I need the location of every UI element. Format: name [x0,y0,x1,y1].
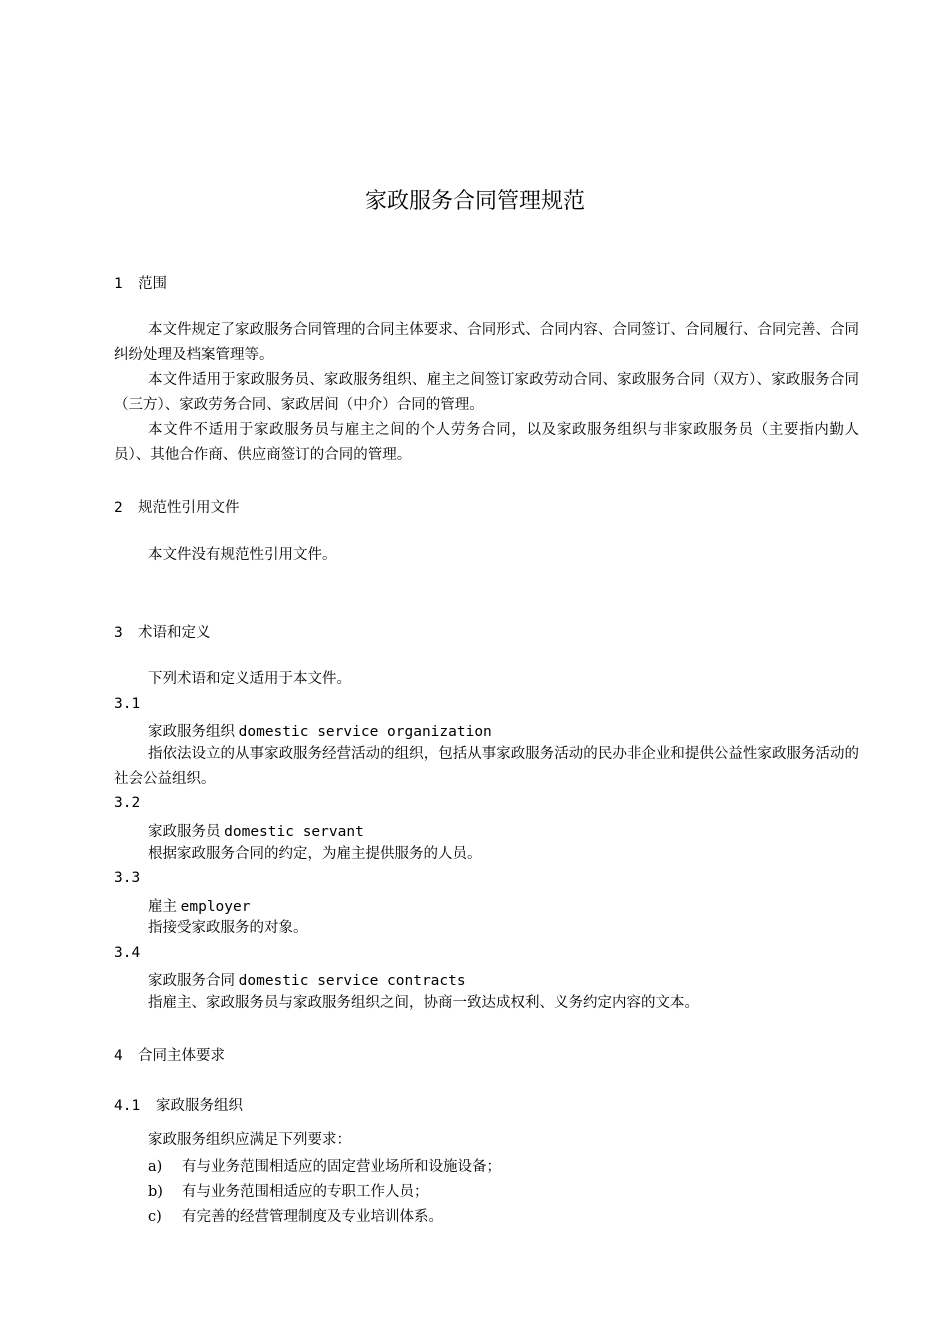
section-number: 1 [114,276,123,292]
term-entry [148,895,250,916]
list-text: 有与业务范围相适应的固定营业场所和设施设备； [182,1159,501,1175]
document-title: 家政服务合同管理规范 [364,189,585,214]
term-en: domestic service organization [238,724,492,740]
term-number: 3.2 [114,795,141,811]
subsection-number: 4.1 [114,1098,141,1114]
term-zh: 家政服务员 [148,824,221,840]
list-item [148,1155,501,1176]
paragraph: 本文件规定了家政服务合同管理的合同主体要求、合同形式、合同内容、合同签订、合同履行、合同完善、合同纠纷处理及档案管理等。 [114,322,859,363]
term-entry [148,820,364,841]
term-definition: 根据家政服务合同的约定，为雇主提供服务的人员。 [148,846,482,862]
list-item [148,1180,429,1201]
list-marker: b) [148,1184,163,1200]
section-number: 4 [114,1048,123,1064]
term-number: 3.1 [114,696,141,712]
term-en: domestic servant [224,824,364,840]
list-text: 有完善的经营管理制度及专业培训体系。 [182,1209,443,1225]
section-title: 合同主体要求 [138,1048,225,1064]
section-title: 术语和定义 [138,625,211,641]
section-4-heading [114,1044,225,1065]
subsection-4-1-heading [114,1094,243,1115]
list-marker: c) [148,1209,162,1225]
term-entry [148,969,466,990]
list-item [148,1205,443,1226]
term-en: domestic service contracts [238,973,466,989]
paragraph: 本文件没有规范性引用文件。 [148,547,337,563]
paragraph: 下列术语和定义适用于本文件。 [148,671,351,687]
term-definition: 指依法设立的从事家政服务经营活动的组织，包括从事家政服务活动的民办非企业和提供公益性家政服务活动的社会公益组织。 [114,746,859,787]
subsection-title: 家政服务组织 [156,1098,243,1114]
term-number: 3.3 [114,870,141,886]
term-zh: 雇主 [148,899,177,915]
section-2-heading [114,496,240,517]
section-number: 2 [114,500,123,516]
term-zh: 家政服务组织 [148,724,235,740]
term-definition: 指雇主、家政服务员与家政服务组织之间，协商一致达成权利、义务约定内容的文本。 [148,995,699,1011]
paragraph: 家政服务组织应满足下列要求： [148,1132,351,1148]
list-marker: a) [148,1159,163,1175]
section-1-heading [114,272,167,293]
section-title: 规范性引用文件 [138,500,240,516]
term-zh: 家政服务合同 [148,973,235,989]
section-number: 3 [114,625,123,641]
section-title: 范围 [138,276,167,292]
paragraph: 本文件适用于家政服务员、家政服务组织、雇主之间签订家政劳动合同、家政服务合同（双方）、家政服务合同（三方）、家政劳务合同、家政居间（中介）合同的管理。 [114,372,859,413]
section-3-heading [114,621,211,642]
list-text: 有与业务范围相适应的专职工作人员； [182,1184,429,1200]
term-en: employer [180,899,251,915]
paragraph: 本文件不适用于家政服务员与雇主之间的个人劳务合同，以及家政服务组织与非家政服务员（主要指内勤人员）、其他合作商、供应商签订的合同的管理。 [114,422,859,463]
term-definition: 指接受家政服务的对象。 [148,920,308,936]
term-entry [148,720,492,741]
term-number: 3.4 [114,945,141,961]
